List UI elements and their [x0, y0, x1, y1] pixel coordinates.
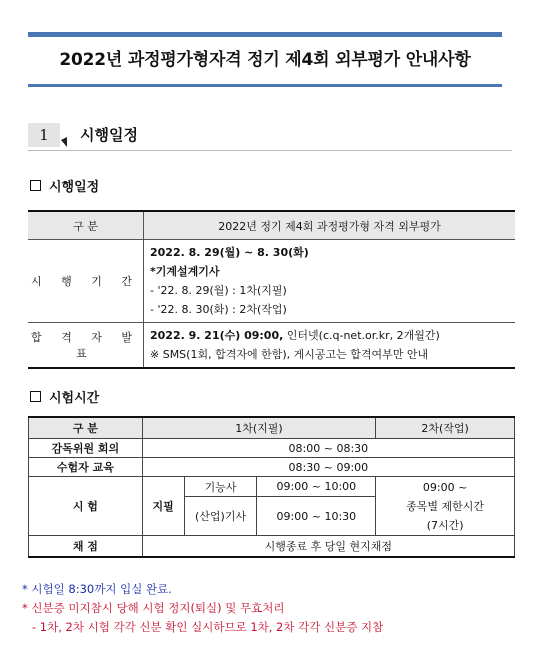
meeting-time: 08:00 ~ 08:30: [142, 439, 514, 458]
table-header-row: [28, 211, 515, 240]
result-line-2: ※ SMS(1회, 합격자에 한함), 게시공고는 합격여부만 안내: [150, 348, 429, 361]
table-row: [28, 240, 515, 323]
second-line-2: 종목별 제한시간: [406, 499, 485, 513]
table-row: [29, 458, 515, 477]
checkbox-icon: [30, 180, 41, 191]
second-line-3: (7시간): [426, 518, 464, 532]
exam-time-table: [28, 416, 515, 558]
subheading-schedule-label: 시행일정: [49, 180, 100, 195]
period-content: [144, 240, 516, 323]
period-line-4: - '22. 8. 30(화) : 2차(작업): [150, 303, 287, 316]
technician-label: 기능사: [184, 477, 257, 497]
document-title: 2022년 과정평가형자격 정기 제4회 외부평가 안내사항: [59, 50, 471, 70]
title-bottom-bar: [28, 84, 502, 87]
education-label: 수험자 교육: [29, 458, 143, 477]
table-row: [29, 439, 515, 458]
section-header: [28, 123, 512, 153]
result-label: 합 격 자 발 표: [28, 323, 144, 369]
period-line-2: *기계설계기사: [150, 265, 220, 278]
note-arrival: * 시험일 8:30까지 입실 완료.: [22, 582, 172, 596]
note-id-card: * 신분증 미지참시 당해 시험 정지(퇴실) 및 무효처리: [22, 601, 285, 615]
table-header-row: [29, 417, 515, 439]
result-date: 2022. 9. 21(수) 09:00,: [150, 329, 284, 342]
grading-label: 채 점: [29, 536, 143, 558]
header-division: 구 분: [28, 211, 144, 240]
result-line-1: [150, 326, 509, 345]
table-row: [29, 536, 515, 558]
grading-value: 시행종료 후 당일 현지채점: [142, 536, 514, 558]
section-arrow-icon: [61, 137, 67, 147]
table-row: [29, 477, 515, 497]
technician-time: 09:00 ~ 10:00: [257, 477, 376, 497]
period-label: 시 행 기 간: [28, 240, 144, 323]
header-second: 2차(작업): [376, 417, 515, 439]
engineer-time: 09:00 ~ 10:30: [257, 497, 376, 536]
table-row: [28, 323, 515, 369]
result-content: [144, 323, 516, 369]
second-exam-time: [376, 477, 515, 536]
second-line-1: 09:00 ~: [422, 480, 468, 494]
period-line-1: 2022. 8. 29(월) ~ 8. 30(화): [150, 246, 309, 259]
header-first: 1차(지필): [142, 417, 376, 439]
notes: [22, 580, 383, 637]
checkbox-icon: [30, 391, 41, 402]
subheading-schedule: [30, 176, 99, 195]
exam-label: 시 험: [29, 477, 143, 536]
period-line-3: - '22. 8. 29(월) : 1차(지필): [150, 284, 287, 297]
section-label: 시행일정: [80, 126, 138, 144]
schedule-table: [28, 210, 515, 369]
title-block: [28, 32, 502, 87]
note-id-check: - 1차, 2차 시험 각각 신분 확인 실시하므로 1차, 2차 각각 신분증 지참: [32, 620, 384, 634]
subheading-times-label: 시험시간: [49, 391, 100, 406]
subheading-times: [30, 387, 99, 406]
result-site: 인터넷(c.q-net.or.kr, 2개월간): [283, 329, 440, 342]
exam-type: 지필: [142, 477, 184, 536]
header-division: 구 분: [29, 417, 143, 439]
section-underline: [28, 150, 512, 151]
header-exam: 2022년 정기 제4회 과정평가형 자격 외부평가: [144, 211, 516, 240]
engineer-label: (산업)기사: [184, 497, 257, 536]
education-time: 08:30 ~ 09:00: [142, 458, 514, 477]
section-number: 1: [28, 123, 60, 147]
meeting-label: 감독위원 회의: [29, 439, 143, 458]
